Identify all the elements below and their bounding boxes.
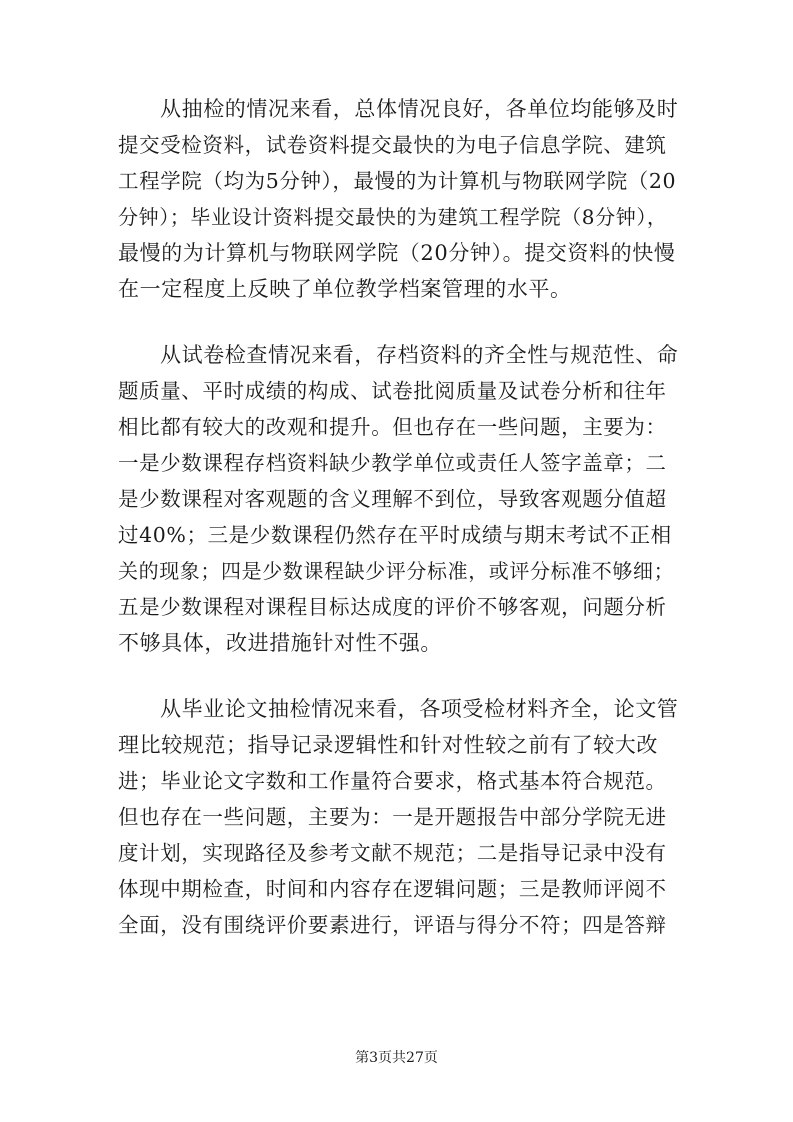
paragraph-2-line-6: 过40%；三是少数课程仍然存在平时成绩与期末考试不正相	[118, 523, 672, 547]
paragraph-1-line-2: 提交受检资料，试卷资料提交最快的为电子信息学院、建筑	[118, 133, 667, 157]
paragraph-2-line-9: 不够具体，改进措施针对性不强。	[118, 631, 442, 655]
paragraph-3-line-2: 理比较规范；指导记录逻辑性和针对性较之前有了较大改	[118, 733, 658, 757]
paragraph-3-line-6: 体现中期检查，时间和内容存在逻辑问题；三是教师评阅不	[118, 877, 667, 901]
paragraph-3-line-3: 进；毕业论文字数和工作量符合要求，格式基本符合规范。	[118, 769, 667, 793]
paragraph-1-line-6: 在一定程度上反映了单位教学档案管理的水平。	[118, 277, 572, 301]
page-number-footer: 第3页共27页	[355, 1050, 438, 1066]
paragraph-1-line-1: 从抽检的情况来看，总体情况良好，各单位均能够及时	[160, 97, 679, 121]
paragraph-2-line-7: 关的现象；四是少数课程缺少评分标准，或评分标准不够细；	[118, 559, 675, 583]
paragraph-2-line-4: 一是少数课程存档资料缺少教学单位或责任人签字盖章；二	[118, 451, 667, 475]
paragraph-2-line-2: 题质量、平时成绩的构成、试卷批阅质量及试卷分析和往年	[118, 379, 667, 403]
paragraph-3-line-7: 全面，没有围绕评价要素进行，评语与得分不符；四是答辩	[118, 913, 667, 937]
paragraph-3-line-4: 但也存在一些问题，主要为：一是开题报告中部分学院无进	[118, 805, 667, 829]
paragraph-1-line-3: 工程学院（均为5分钟），最慢的为计算机与物联网学院（20	[118, 169, 677, 193]
paragraph-3-line-5: 度计划，实现路径及参考文献不规范；二是指导记录中没有	[118, 841, 667, 865]
paragraph-1-line-4: 分钟）；毕业设计资料提交最快的为建筑工程学院（8分钟），	[118, 205, 668, 229]
paragraph-2-line-8: 五是少数课程对课程目标达成度的评价不够客观，问题分析	[118, 595, 667, 619]
paragraph-2-line-5: 是少数课程对客观题的含义理解不到位，导致客观题分值超	[118, 487, 667, 511]
paragraph-2-line-1: 从试卷检查情况来看，存档资料的齐全性与规范性、命	[160, 343, 679, 367]
paragraph-3-line-1: 从毕业论文抽检情况来看，各项受检材料齐全，论文管	[160, 697, 679, 721]
paragraph-1-line-5: 最慢的为计算机与物联网学院（20分钟）。提交资料的快慢	[118, 241, 676, 265]
paragraph-2-line-3: 相比都有较大的改观和提升。但也存在一些问题，主要为：	[118, 415, 667, 439]
